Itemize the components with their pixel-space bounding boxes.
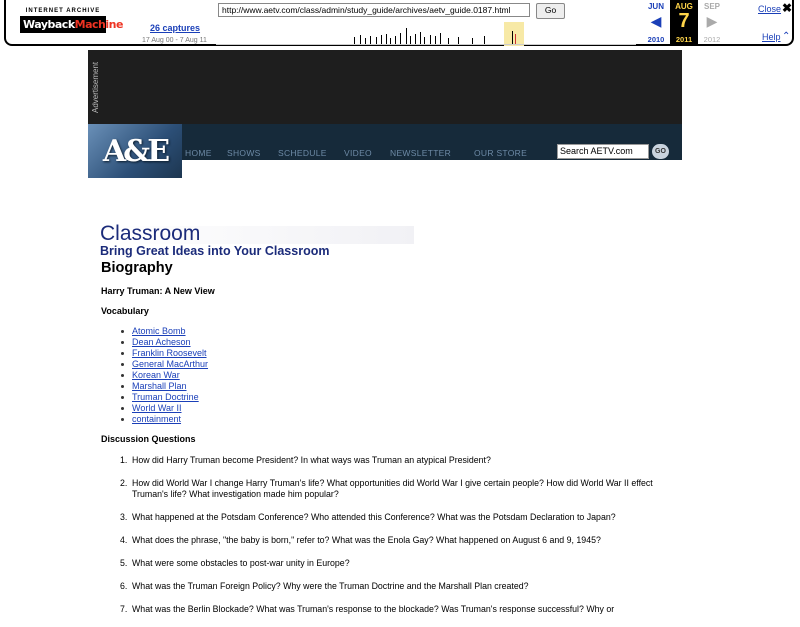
current-year-label: 2011: [675, 35, 693, 44]
prev-year-label: 2010: [647, 35, 665, 44]
prev-month[interactable]: [642, 0, 670, 46]
section-title: Classroom: [100, 222, 201, 245]
discussion-question: [104, 604, 664, 615]
vocab-link[interactable]: Korean War: [132, 370, 180, 380]
vocab-link[interactable]: Marshall Plan: [132, 381, 187, 391]
capture-tick[interactable]: [381, 35, 382, 44]
prev-month-label: JUN: [647, 2, 664, 11]
question-number: 2.: [120, 478, 128, 488]
question-number: 7.: [120, 604, 128, 614]
current-month: [670, 0, 698, 46]
search-go-button[interactable]: GO: [652, 144, 669, 159]
vocab-item: [120, 381, 208, 392]
vocab-item: [120, 370, 208, 381]
capture-tick[interactable]: [390, 38, 391, 44]
search-input[interactable]: Search AETV.com: [557, 144, 649, 159]
wayback-toolbar: [4, 0, 794, 46]
vocab-link[interactable]: Atomic Bomb: [132, 326, 186, 336]
timeline-baseline: [216, 44, 636, 45]
discussion-heading: Discussion Questions: [101, 434, 196, 444]
site-header: [88, 124, 682, 178]
category-heading: Biography: [101, 260, 173, 276]
question-text: What was the Berlin Blockade? What was Truman's response to the blockade? Was Truman's response successful? Why or: [132, 604, 615, 614]
capture-tick[interactable]: [515, 34, 516, 44]
wayback-logo-main: [20, 16, 123, 33]
capture-tick[interactable]: [435, 36, 436, 44]
header-strip: [182, 160, 682, 178]
help-link[interactable]: Help: [762, 32, 781, 42]
wayback-logo[interactable]: [20, 8, 123, 38]
nav-our-store[interactable]: OUR STORE: [474, 148, 528, 158]
question-number: 5.: [120, 558, 128, 568]
vocab-item: [120, 392, 208, 403]
nav-video[interactable]: VIDEO: [344, 148, 372, 158]
vocab-link[interactable]: Truman Doctrine: [132, 392, 199, 402]
vocab-link[interactable]: World War II: [132, 403, 182, 413]
wayback-logo-top: INTERNET ARCHIVE: [25, 8, 101, 14]
question-text: How did World War I change Harry Truman's life? What opportunities did World War I give certain people? How did World War II effect Truman's life? What investigation made him popular?: [132, 478, 653, 499]
vocab-item: [120, 359, 208, 370]
advertisement-label: Advertisement: [91, 61, 100, 113]
discussion-question: [104, 455, 664, 466]
next-arrow-icon[interactable]: ▶: [706, 13, 718, 29]
vocab-item: [120, 403, 208, 414]
capture-tick[interactable]: [406, 28, 407, 44]
nav-schedule[interactable]: SCHEDULE: [278, 148, 327, 158]
vocab-item: [120, 337, 208, 348]
question-text: What was the Truman Foreign Policy? Why were the Truman Doctrine and the Marshall Plan created?: [132, 581, 529, 591]
question-text: What happened at the Potsdam Conference? Who attended this Conference? What was the Potsdam Declaration to Japan?: [132, 512, 616, 522]
vocabulary-list: [120, 326, 208, 425]
vocab-item: [120, 414, 208, 425]
question-text: How did Harry Truman become President? In what ways was Truman an atypical President?: [132, 455, 491, 465]
question-text: What does the phrase, "the baby is born," refer to? What was the Enola Gay? What happened on August 6 and 9, 1945?: [132, 535, 601, 545]
discussion-question: [104, 478, 664, 500]
nav-shows[interactable]: SHOWS: [227, 148, 261, 158]
discussion-question: [104, 558, 664, 569]
capture-tick[interactable]: [400, 33, 401, 44]
collapse-icon[interactable]: ⌃: [782, 31, 791, 42]
discussion-question: [104, 581, 664, 592]
capture-tick[interactable]: [420, 32, 421, 44]
capture-date-range: 17 Aug 00 - 7 Aug 11: [142, 37, 207, 44]
wayback-logo-part-a: Wayback: [23, 18, 75, 31]
next-month[interactable]: [698, 0, 726, 46]
close-icon[interactable]: ✖: [782, 1, 793, 15]
captures-link[interactable]: 26 captures: [150, 23, 201, 33]
vocab-link[interactable]: General MacArthur: [132, 359, 209, 369]
ae-logo[interactable]: [88, 124, 182, 178]
capture-tick[interactable]: [370, 36, 371, 44]
current-day-label: 7: [678, 10, 690, 32]
capture-tick[interactable]: [395, 36, 396, 44]
question-number: 3.: [120, 512, 128, 522]
capture-tick[interactable]: [484, 36, 485, 44]
nav-newsletter[interactable]: NEWSLETTER: [390, 148, 452, 158]
question-number: 4.: [120, 535, 128, 545]
next-year-label: 2012: [703, 35, 721, 44]
go-button[interactable]: Go: [536, 3, 565, 19]
capture-tick[interactable]: [354, 37, 355, 44]
capture-tick[interactable]: [360, 35, 361, 44]
capture-tick[interactable]: [458, 37, 459, 44]
month-navigator: [642, 0, 726, 46]
lesson-title: Harry Truman: A New View: [101, 286, 215, 296]
question-number: 1.: [120, 455, 128, 465]
capture-tick[interactable]: [415, 34, 416, 44]
current-month-highlight: [504, 22, 524, 46]
prev-arrow-icon[interactable]: ◀: [650, 13, 662, 29]
current-month-label: AUG: [675, 2, 693, 11]
capture-tick[interactable]: [424, 37, 425, 44]
capture-tick[interactable]: [448, 38, 449, 44]
capture-timeline[interactable]: [216, 22, 636, 46]
discussion-question: [104, 535, 664, 546]
vocab-link[interactable]: Dean Acheson: [132, 337, 191, 347]
question-text: What were some obstacles to post-war unity in Europe?: [132, 558, 350, 568]
capture-tick[interactable]: [472, 38, 473, 44]
vocab-item: [120, 348, 208, 359]
next-month-label: SEP: [703, 2, 720, 11]
ae-logo-text: A&E: [102, 133, 168, 169]
capture-tick[interactable]: [440, 33, 441, 44]
capture-tick[interactable]: [410, 36, 411, 44]
question-number: 6.: [120, 581, 128, 591]
capture-tick[interactable]: [376, 37, 377, 44]
discussion-question: [104, 512, 664, 523]
discussion-list: [104, 455, 664, 627]
vocabulary-heading: Vocabulary: [101, 306, 149, 316]
capture-tick[interactable]: [430, 35, 431, 44]
nav-home[interactable]: HOME: [185, 148, 212, 158]
vocab-link[interactable]: containment: [132, 414, 182, 424]
url-input[interactable]: http://www.aetv.com/class/admin/study_guide/archives/aetv_guide.0187.html: [218, 3, 530, 17]
wayback-logo-part-b: Machine: [74, 18, 123, 31]
advertisement-banner[interactable]: [88, 50, 682, 124]
close-link[interactable]: Close: [758, 4, 782, 14]
vocab-item: [120, 326, 208, 337]
capture-tick[interactable]: [512, 31, 513, 44]
vocab-link[interactable]: Franklin Roosevelt: [132, 348, 207, 358]
capture-tick[interactable]: [386, 34, 387, 44]
section-subtitle: Bring Great Ideas into Your Classroom: [100, 244, 330, 258]
capture-tick[interactable]: [365, 38, 366, 44]
